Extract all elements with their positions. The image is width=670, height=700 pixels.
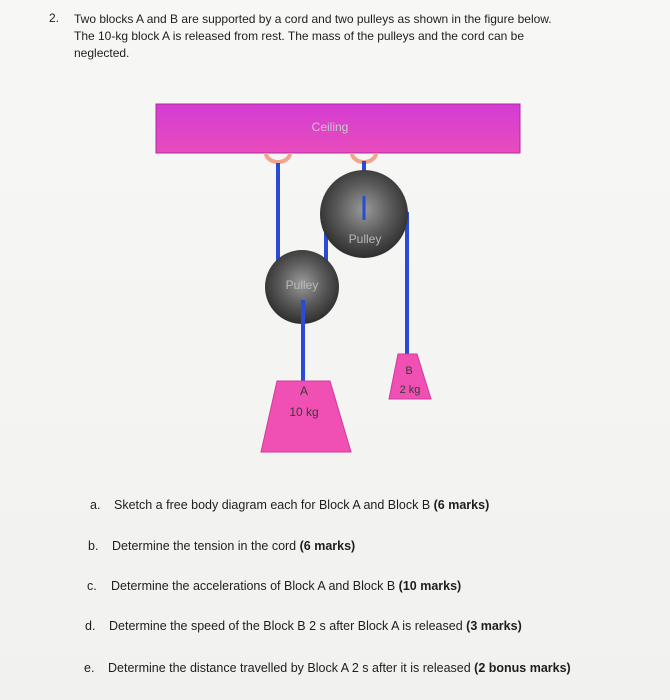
intro-line-2: The 10-kg block A is released from rest. The mass of the pulleys and the cord can be [74, 29, 525, 43]
part-e-text: Determine the distance travelled by Block A 2 s after it is released [108, 661, 471, 675]
part-c-letter: c. [87, 579, 97, 593]
part-b-letter: b. [88, 539, 99, 553]
part-a-letter: a. [90, 498, 101, 512]
block-b-name: B [405, 365, 413, 377]
intro-line-3: neglected. [74, 46, 130, 60]
part-b-text: Determine the tension in the cord [112, 539, 297, 553]
part-c-text: Determine the accelerations of Block A and Block B [111, 579, 396, 593]
left-hook [266, 153, 290, 162]
part-c-marks: (10 marks) [398, 579, 462, 593]
right-hook [352, 153, 376, 162]
part-b-marks: (6 marks) [299, 539, 356, 553]
intro-line-1: Two blocks A and B are supported by a cord and two pulleys as shown in the figure below. [74, 12, 552, 26]
part-d-marks: (3 marks) [466, 619, 522, 633]
part-e-marks: (2 bonus marks) [474, 661, 571, 675]
block-b-mass: 2 kg [399, 384, 421, 396]
part-e-letter: e. [84, 661, 95, 675]
block-a-name: A [299, 384, 309, 398]
part-d-letter: d. [85, 619, 96, 633]
fixed-pulley-label: Pulley [348, 232, 382, 246]
part-d-text: Determine the speed of the Block B 2 s after Block A is released [109, 619, 463, 633]
block-a-mass: 10 kg [289, 405, 319, 419]
moving-pulley-label: Pulley [285, 278, 319, 292]
ceiling-label: Ceiling [311, 120, 349, 134]
question-number: 2. [49, 11, 60, 25]
part-a-text: Sketch a free body diagram each for Block A and Block B [114, 498, 431, 512]
part-a-marks: (6 marks) [433, 498, 490, 512]
